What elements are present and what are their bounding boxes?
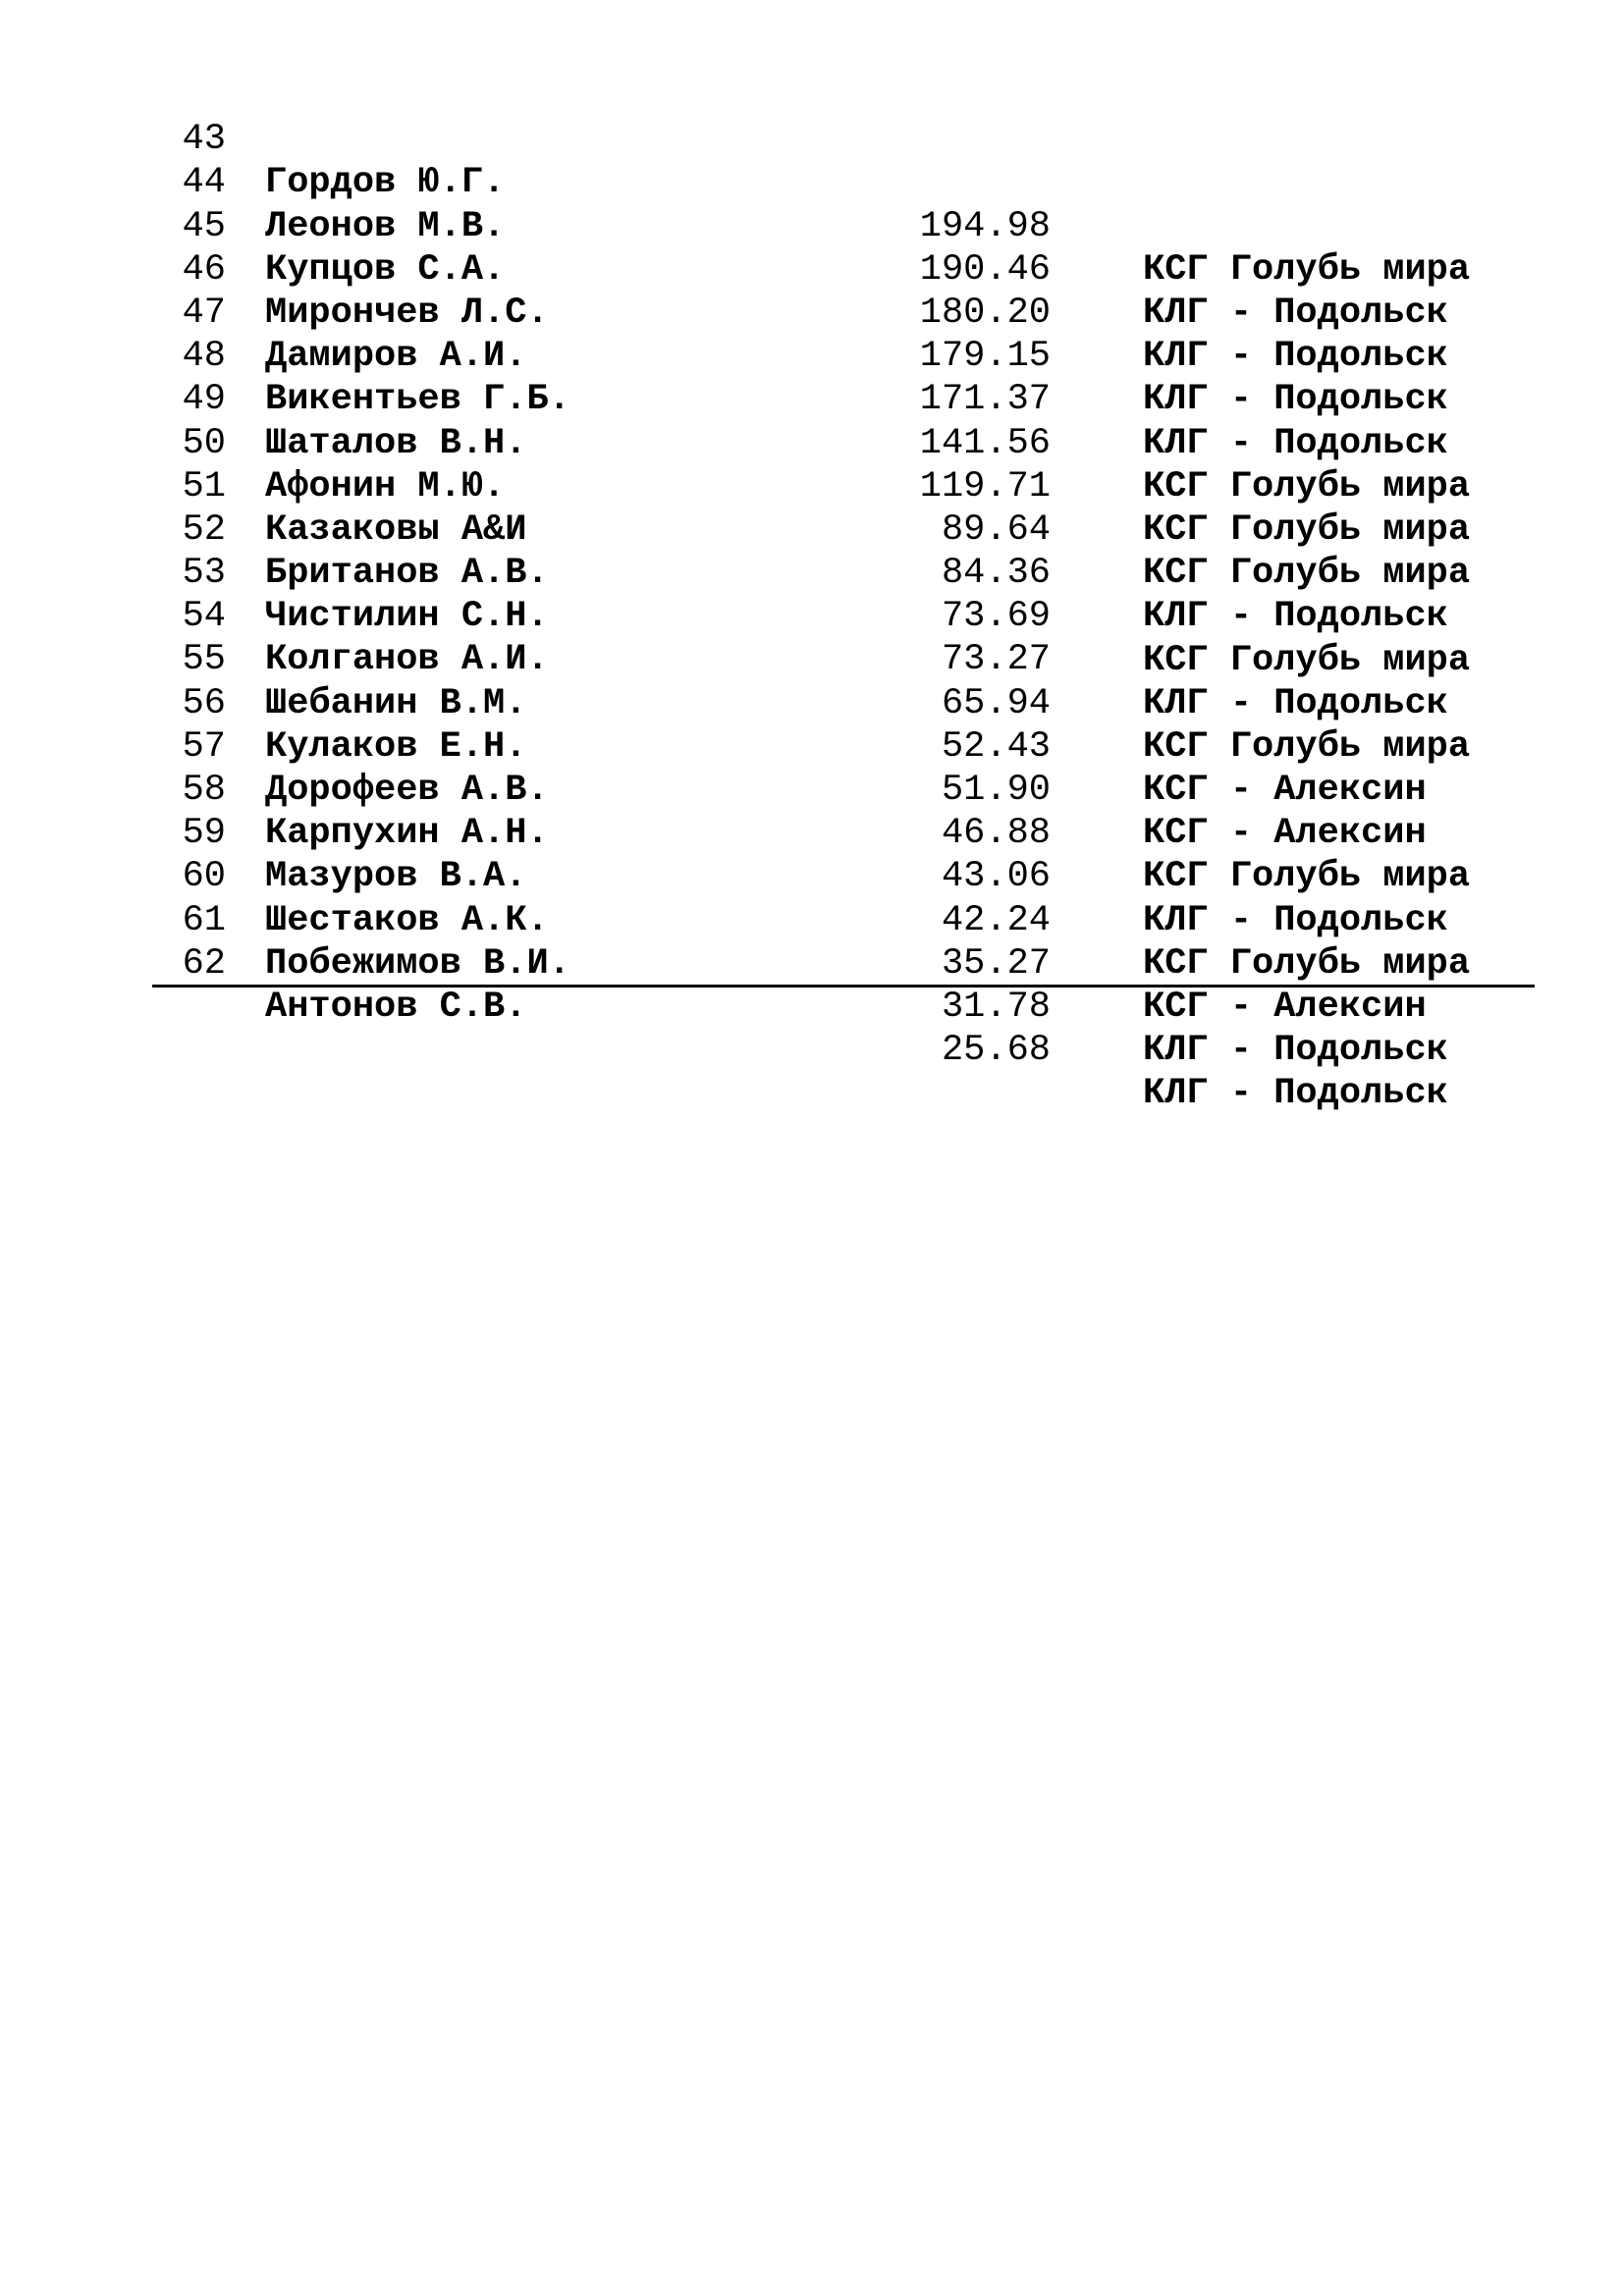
rank: 60 [182, 856, 226, 898]
score: 89.64 [941, 508, 1051, 551]
participant-name: Шаталов В.Н. [265, 422, 527, 464]
rank: 47 [182, 292, 226, 334]
participant-name: Казаковы А&И [265, 508, 527, 551]
rank: 59 [182, 813, 226, 855]
club: КЛГ - Подольск [1143, 379, 1448, 421]
score: 42.24 [941, 899, 1051, 941]
rank: 54 [182, 596, 226, 638]
club: КЛГ - Подольск [1143, 293, 1448, 334]
rank: 44 [182, 162, 226, 204]
club: КЛГ - Подольск [1143, 1030, 1448, 1072]
club: КЛГ - Подольск [1143, 899, 1448, 941]
score: 190.46 [919, 248, 1051, 291]
score: 180.20 [919, 292, 1051, 334]
score: 73.69 [941, 596, 1051, 638]
participant-name: Мазуров В.А. [265, 856, 527, 898]
club: КСГ Голубь мира [1143, 639, 1471, 681]
participant-name: Гордов Ю.Г. [265, 162, 506, 204]
participant-name: Викентьев Г.Б. [265, 379, 570, 421]
score: 65.94 [941, 682, 1051, 724]
score: 194.98 [919, 205, 1051, 247]
score: 31.78 [941, 986, 1051, 1028]
score: 43.06 [941, 856, 1051, 898]
club: КСГ - Алексин [1143, 987, 1427, 1028]
participant-name: Афонин М.Ю. [265, 465, 506, 507]
club: КСГ Голубь мира [1143, 725, 1471, 768]
club: КЛГ - Подольск [1143, 336, 1448, 378]
score: 179.15 [919, 336, 1051, 378]
participant-name: Британов А.В. [265, 553, 549, 595]
club: КЛГ - Подольск [1143, 422, 1448, 464]
club: КЛГ - Подольск [1143, 1073, 1448, 1115]
club: КСГ Голубь мира [1143, 942, 1471, 985]
rank: 48 [182, 336, 226, 378]
participant-name: Купцов С.А. [265, 248, 506, 291]
participant-name: Антонов С.В. [265, 986, 527, 1028]
rank: 45 [182, 205, 226, 247]
rank: 61 [182, 899, 226, 941]
score: 171.37 [919, 379, 1051, 421]
rank: 43 [182, 119, 226, 161]
participant-name: Кулаков Е.Н. [265, 725, 527, 768]
club: КСГ Голубь мира [1143, 508, 1471, 551]
participant-name: Леонов М.В. [265, 205, 506, 247]
rank: 50 [182, 422, 226, 464]
score: 84.36 [941, 553, 1051, 595]
participant-name: Дорофеев А.В. [265, 770, 549, 812]
club: КСГ - Алексин [1143, 813, 1427, 855]
rank: 51 [182, 465, 226, 507]
score: 46.88 [941, 813, 1051, 855]
rank: 56 [182, 682, 226, 724]
club: КСГ Голубь мира [1143, 248, 1471, 291]
club: КСГ Голубь мира [1143, 553, 1471, 595]
participant-name: Мирончев Л.С. [265, 292, 549, 334]
rank: 55 [182, 639, 226, 681]
participant-name: Дамиров А.И. [265, 336, 527, 378]
participant-name: Шебанин В.М. [265, 682, 527, 724]
rank: 53 [182, 553, 226, 595]
club: КСГ - Алексин [1143, 770, 1427, 812]
participant-name: Побежимов В.И. [265, 942, 570, 985]
club: КЛГ - Подольск [1143, 596, 1448, 638]
club: КЛГ - Подольск [1143, 682, 1448, 724]
club: КСГ Голубь мира [1143, 856, 1471, 898]
score: 25.68 [941, 1030, 1051, 1072]
rank: 49 [182, 379, 226, 421]
participant-name: Карпухин А.Н. [265, 813, 549, 855]
results-list [0, 75, 1624, 1115]
score: 52.43 [941, 725, 1051, 768]
score: 35.27 [941, 942, 1051, 985]
score: 119.71 [919, 465, 1051, 507]
score: 73.27 [941, 639, 1051, 681]
participant-name: Колганов А.И. [265, 639, 549, 681]
club: КСГ Голубь мира [1143, 465, 1471, 507]
participant-name: Чистилин С.Н. [265, 596, 549, 638]
rank: 57 [182, 725, 226, 768]
score: 51.90 [941, 770, 1051, 812]
rank: 52 [182, 508, 226, 551]
rank: 62 [182, 942, 226, 985]
score: 141.56 [919, 422, 1051, 464]
rank: 58 [182, 770, 226, 812]
table-end-divider [152, 985, 1535, 988]
rank: 46 [182, 248, 226, 291]
participant-name: Шестаков А.К. [265, 899, 549, 941]
